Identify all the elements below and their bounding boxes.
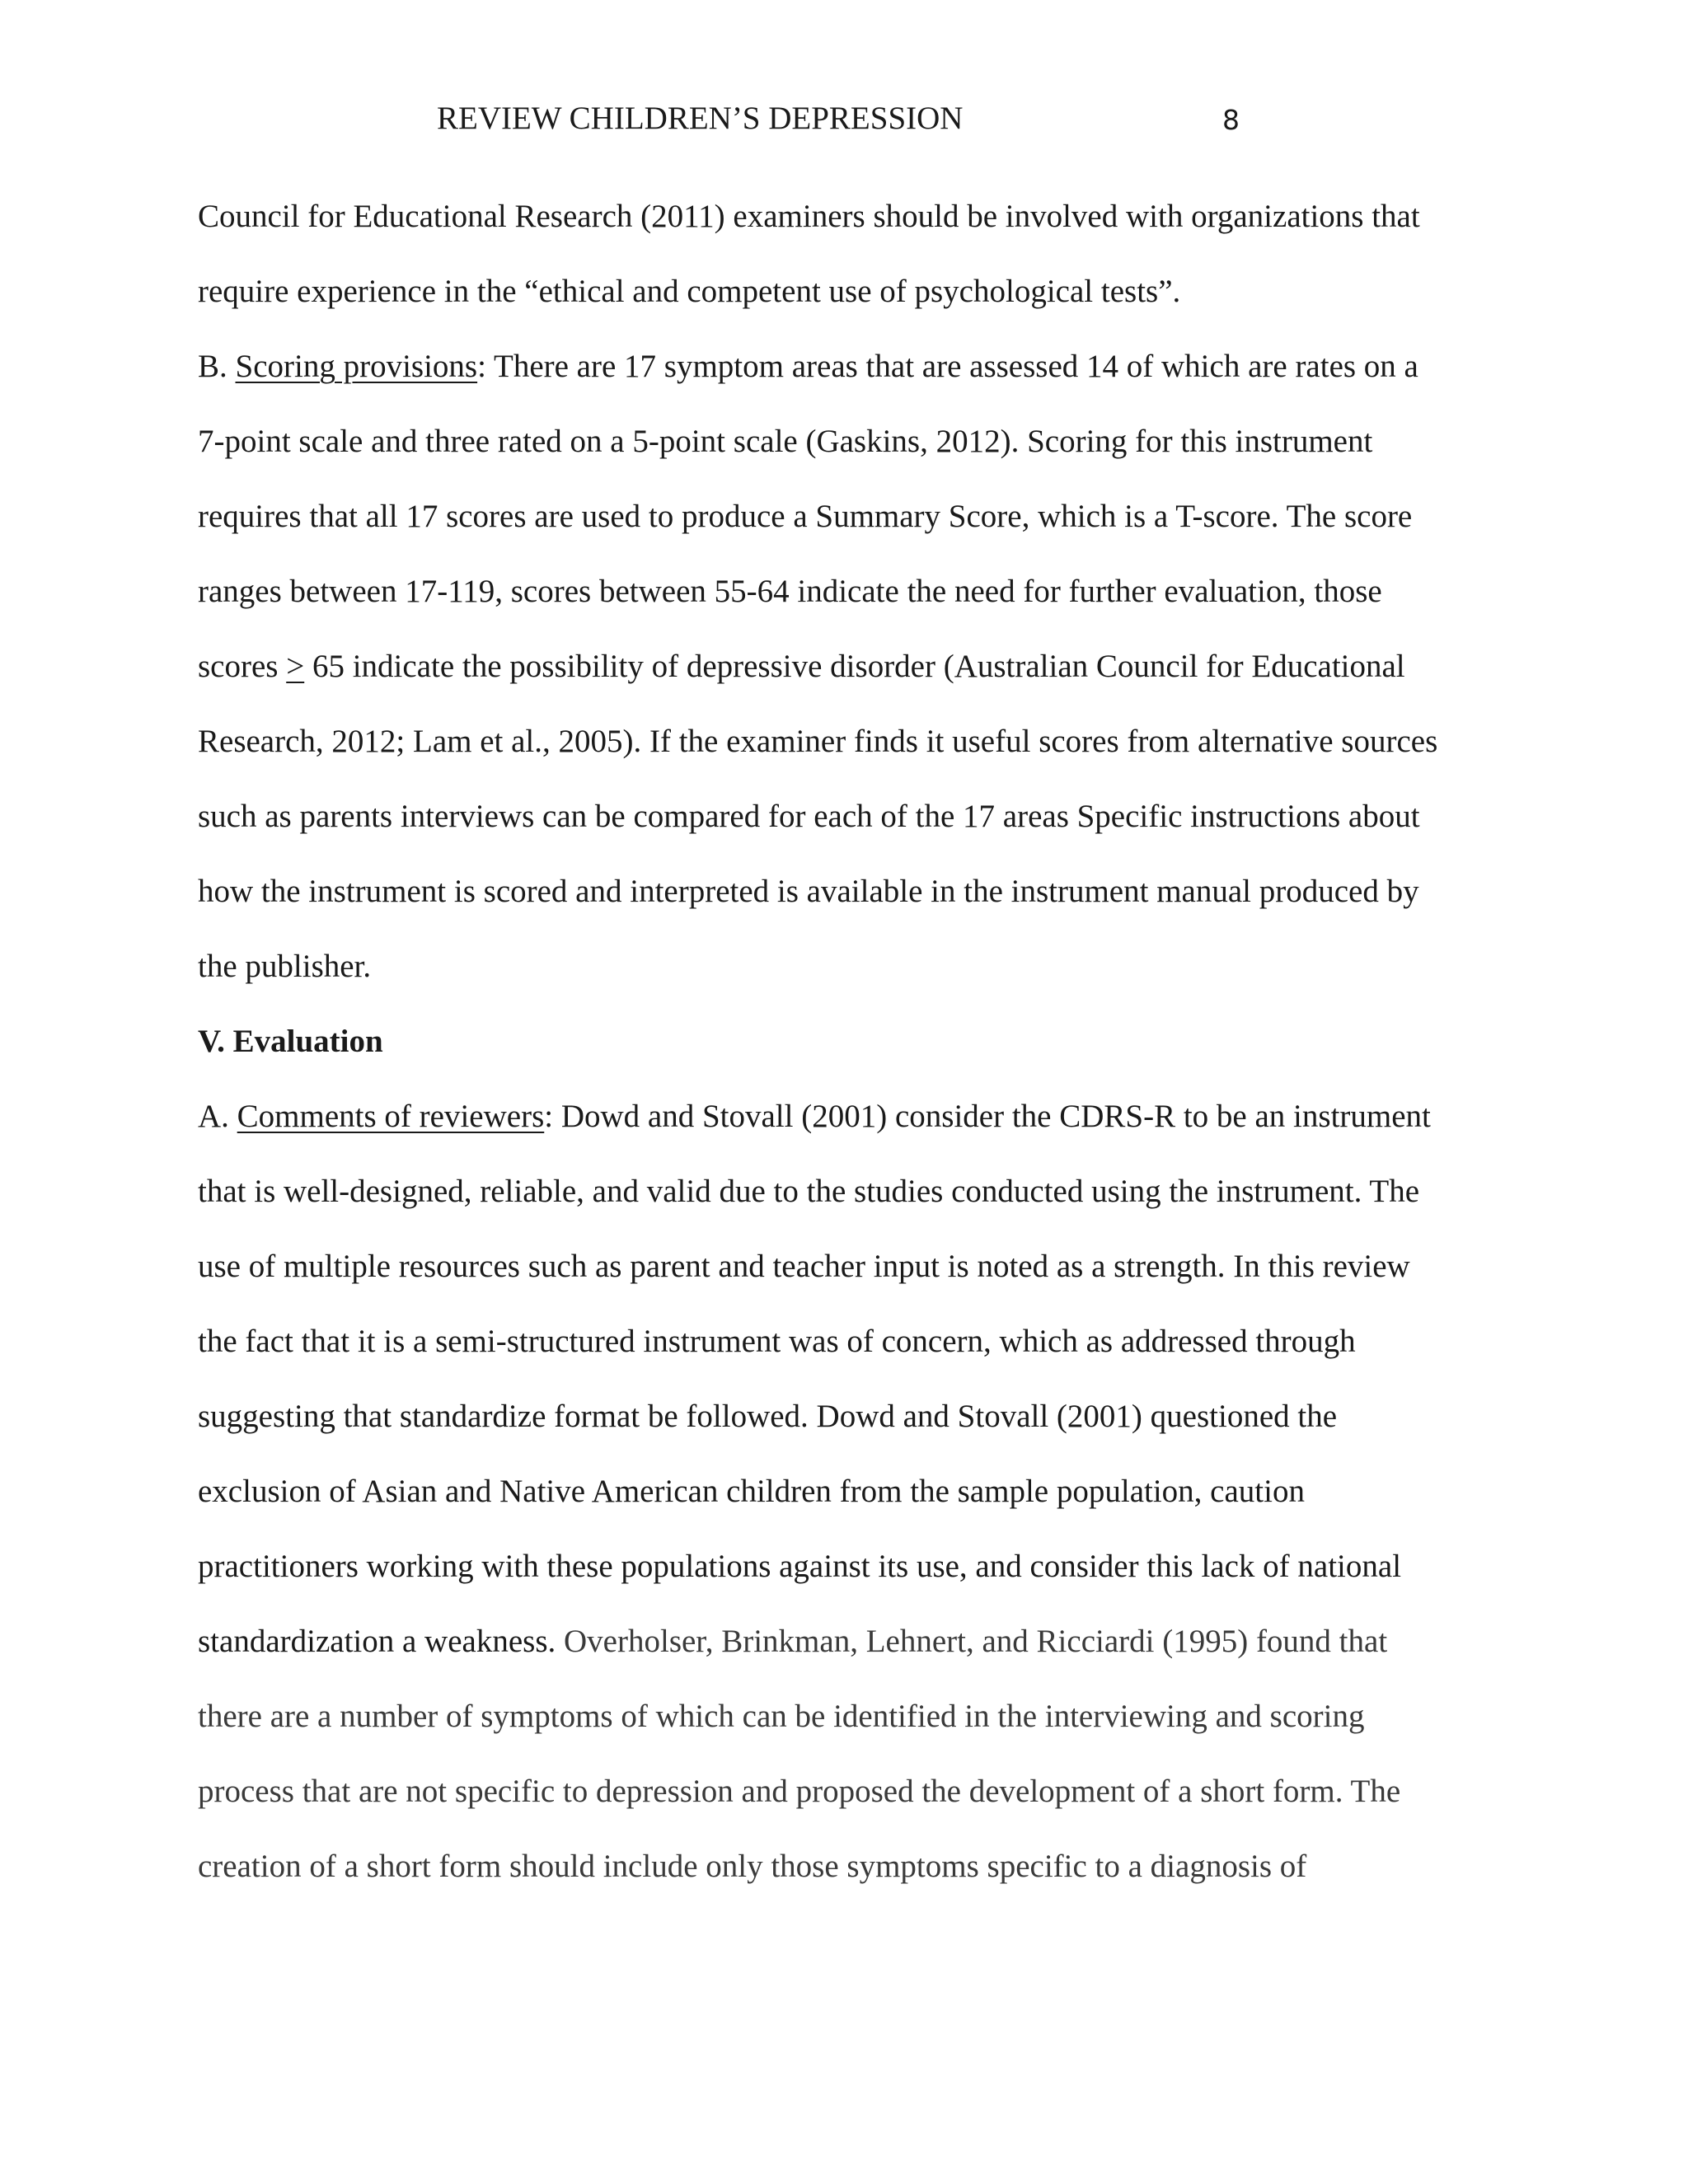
text-line: practitioners working with these populations against its use, and consider this lack of national <box>198 1549 1402 1584</box>
text-line <box>198 645 1405 688</box>
section-subheading-comments-of-reviewers: Comments of reviewers <box>237 1099 545 1134</box>
text-line: use of multiple resources such as parent and teacher input is noted as a strength. In this review <box>198 1249 1410 1284</box>
text-line: exclusion of Asian and Native American children from the sample population, caution <box>198 1474 1305 1509</box>
text-line: require experience in the “ethical and competent use of psychological tests”. <box>198 274 1181 309</box>
text-span: : Dowd and Stovall (2001) consider the CDRS-R to be an instrument <box>544 1099 1431 1134</box>
text-line: Research, 2012; Lam et al., 2005). If the examiner finds it useful scores from alternative sources <box>198 724 1438 759</box>
scoring-provisions-line <box>198 345 1418 388</box>
text-line: that is well-designed, reliable, and valid due to the studies conducted using the instrument. The <box>198 1174 1420 1209</box>
page-number: 8 <box>1222 104 1240 136</box>
text-line: there are a number of symptoms of which can be identified in the interviewing and scoring <box>198 1699 1365 1734</box>
text-line: the publisher. <box>198 949 372 984</box>
text-span: scores <box>198 649 287 684</box>
text-span: 65 indicate the possibility of depressive disorder (Australian Council for Educational <box>304 649 1405 684</box>
text-line: the fact that it is a semi-structured instrument was of concern, which as addressed through <box>198 1324 1356 1359</box>
section-subheading-scoring-provisions: Scoring provisions <box>235 349 478 384</box>
text-line <box>198 1620 1387 1663</box>
text-line: creation of a short form should include only those symptoms specific to a diagnosis of <box>198 1849 1307 1884</box>
text-line: 7-point scale and three rated on a 5-point scale (Gaskins, 2012). Scoring for this instrument <box>198 424 1373 459</box>
text-line: how the instrument is scored and interpreted is available in the instrument manual produced by <box>198 874 1419 909</box>
list-marker: A. <box>198 1099 237 1134</box>
comments-of-reviewers-line <box>198 1095 1431 1138</box>
text-line: suggesting that standardize format be followed. Dowd and Stovall (2001) questioned the <box>198 1399 1338 1434</box>
text-line: such as parents interviews can be compared for each of the 17 areas Specific instructions about <box>198 799 1420 834</box>
running-head: REVIEW CHILDREN’S DEPRESSION <box>437 101 964 136</box>
text-line: requires that all 17 scores are used to produce a Summary Score, which is a T-score. The score <box>198 499 1413 534</box>
text-line: Council for Educational Research (2011) examiners should be involved with organizations that <box>198 199 1420 234</box>
text-span: Overholser, Brinkman, Lehnert, and Ricciardi (1995) found that <box>564 1624 1388 1659</box>
greater-equal-symbol: > <box>286 649 305 684</box>
text-span: standardization a weakness. <box>198 1624 565 1659</box>
section-heading-evaluation: V. Evaluation <box>198 1024 383 1059</box>
list-marker: B. <box>198 349 236 384</box>
text-span: : There are 17 symptom areas that are assessed 14 of which are rates on a <box>477 349 1418 384</box>
text-line: ranges between 17-119, scores between 55-64 indicate the need for further evaluation, those <box>198 574 1382 609</box>
text-line: process that are not specific to depression and proposed the development of a short form. The <box>198 1774 1401 1809</box>
